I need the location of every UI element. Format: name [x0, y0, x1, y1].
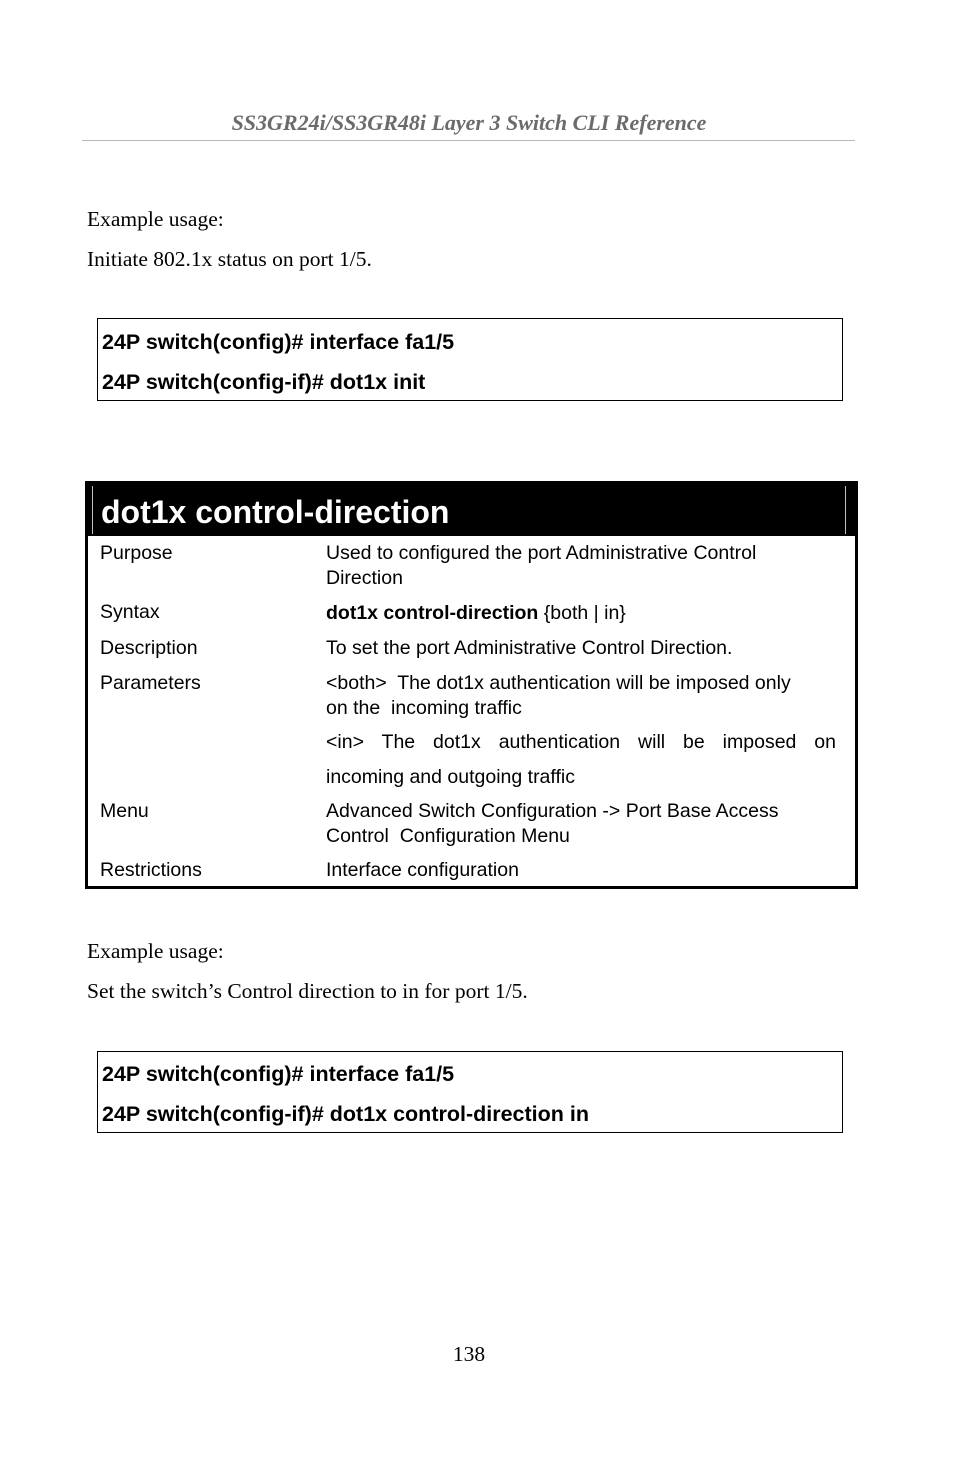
parameter-line: on the incoming traffic: [326, 697, 522, 719]
command-line: 24P switch(config)# interface fa1/5: [102, 330, 455, 354]
example2-heading: Example usage:: [87, 939, 224, 963]
title-bar-edge: [845, 486, 846, 534]
parameters-label: Parameters: [100, 672, 201, 694]
header-divider: [82, 140, 855, 141]
menu-line: Control Configuration Menu: [326, 825, 570, 847]
command-title-bar: [88, 484, 855, 536]
command-line: 24P switch(config-if)# dot1x control-direction in: [102, 1102, 589, 1126]
purpose-line: Used to configured the port Administrative Control: [326, 542, 757, 564]
restrictions-label: Restrictions: [100, 859, 202, 881]
purpose-line: Direction: [326, 567, 403, 589]
menu-line: Advanced Switch Configuration -> Port Base Access: [326, 800, 779, 822]
restrictions-value: Interface configuration: [326, 859, 519, 881]
command-reference-table: [85, 481, 858, 889]
syntax-command: dot1x control-direction: [326, 602, 539, 624]
description-label: Description: [100, 637, 198, 659]
menu-label: Menu: [100, 800, 149, 822]
example1-heading: Example usage:: [87, 207, 224, 231]
purpose-value: [326, 541, 842, 591]
purpose-label: Purpose: [100, 542, 173, 564]
description-value: To set the port Administrative Control Direction.: [326, 637, 733, 659]
running-header: SS3GR24i/SS3GR48i Layer 3 Switch CLI Reference: [231, 110, 707, 135]
syntax-value: [326, 601, 842, 626]
menu-value: [326, 799, 842, 849]
page-number: 138: [452, 1342, 486, 1366]
syntax-label: Syntax: [100, 601, 160, 623]
command-line: 24P switch(config-if)# dot1x init: [102, 370, 426, 394]
example2-command-box: [97, 1051, 843, 1133]
syntax-args: {both | in}: [538, 602, 626, 624]
example2-description: Set the switch’s Control direction to in for port 1/5.: [87, 979, 528, 1003]
parameters-in-line1: <in> The dot1x authentication will be imposed on: [326, 731, 836, 753]
command-line: 24P switch(config)# interface fa1/5: [102, 1062, 455, 1086]
parameters-both: [326, 671, 842, 721]
parameter-line: <both> The dot1x authentication will be imposed only: [326, 672, 791, 694]
title-bar-edge: [92, 486, 93, 534]
command-title: dot1x control-direction: [101, 494, 450, 530]
parameters-in-line2: incoming and outgoing traffic: [326, 766, 575, 788]
example1-command-box: [97, 318, 843, 401]
example1-description: Initiate 802.1x status on port 1/5.: [87, 247, 372, 271]
